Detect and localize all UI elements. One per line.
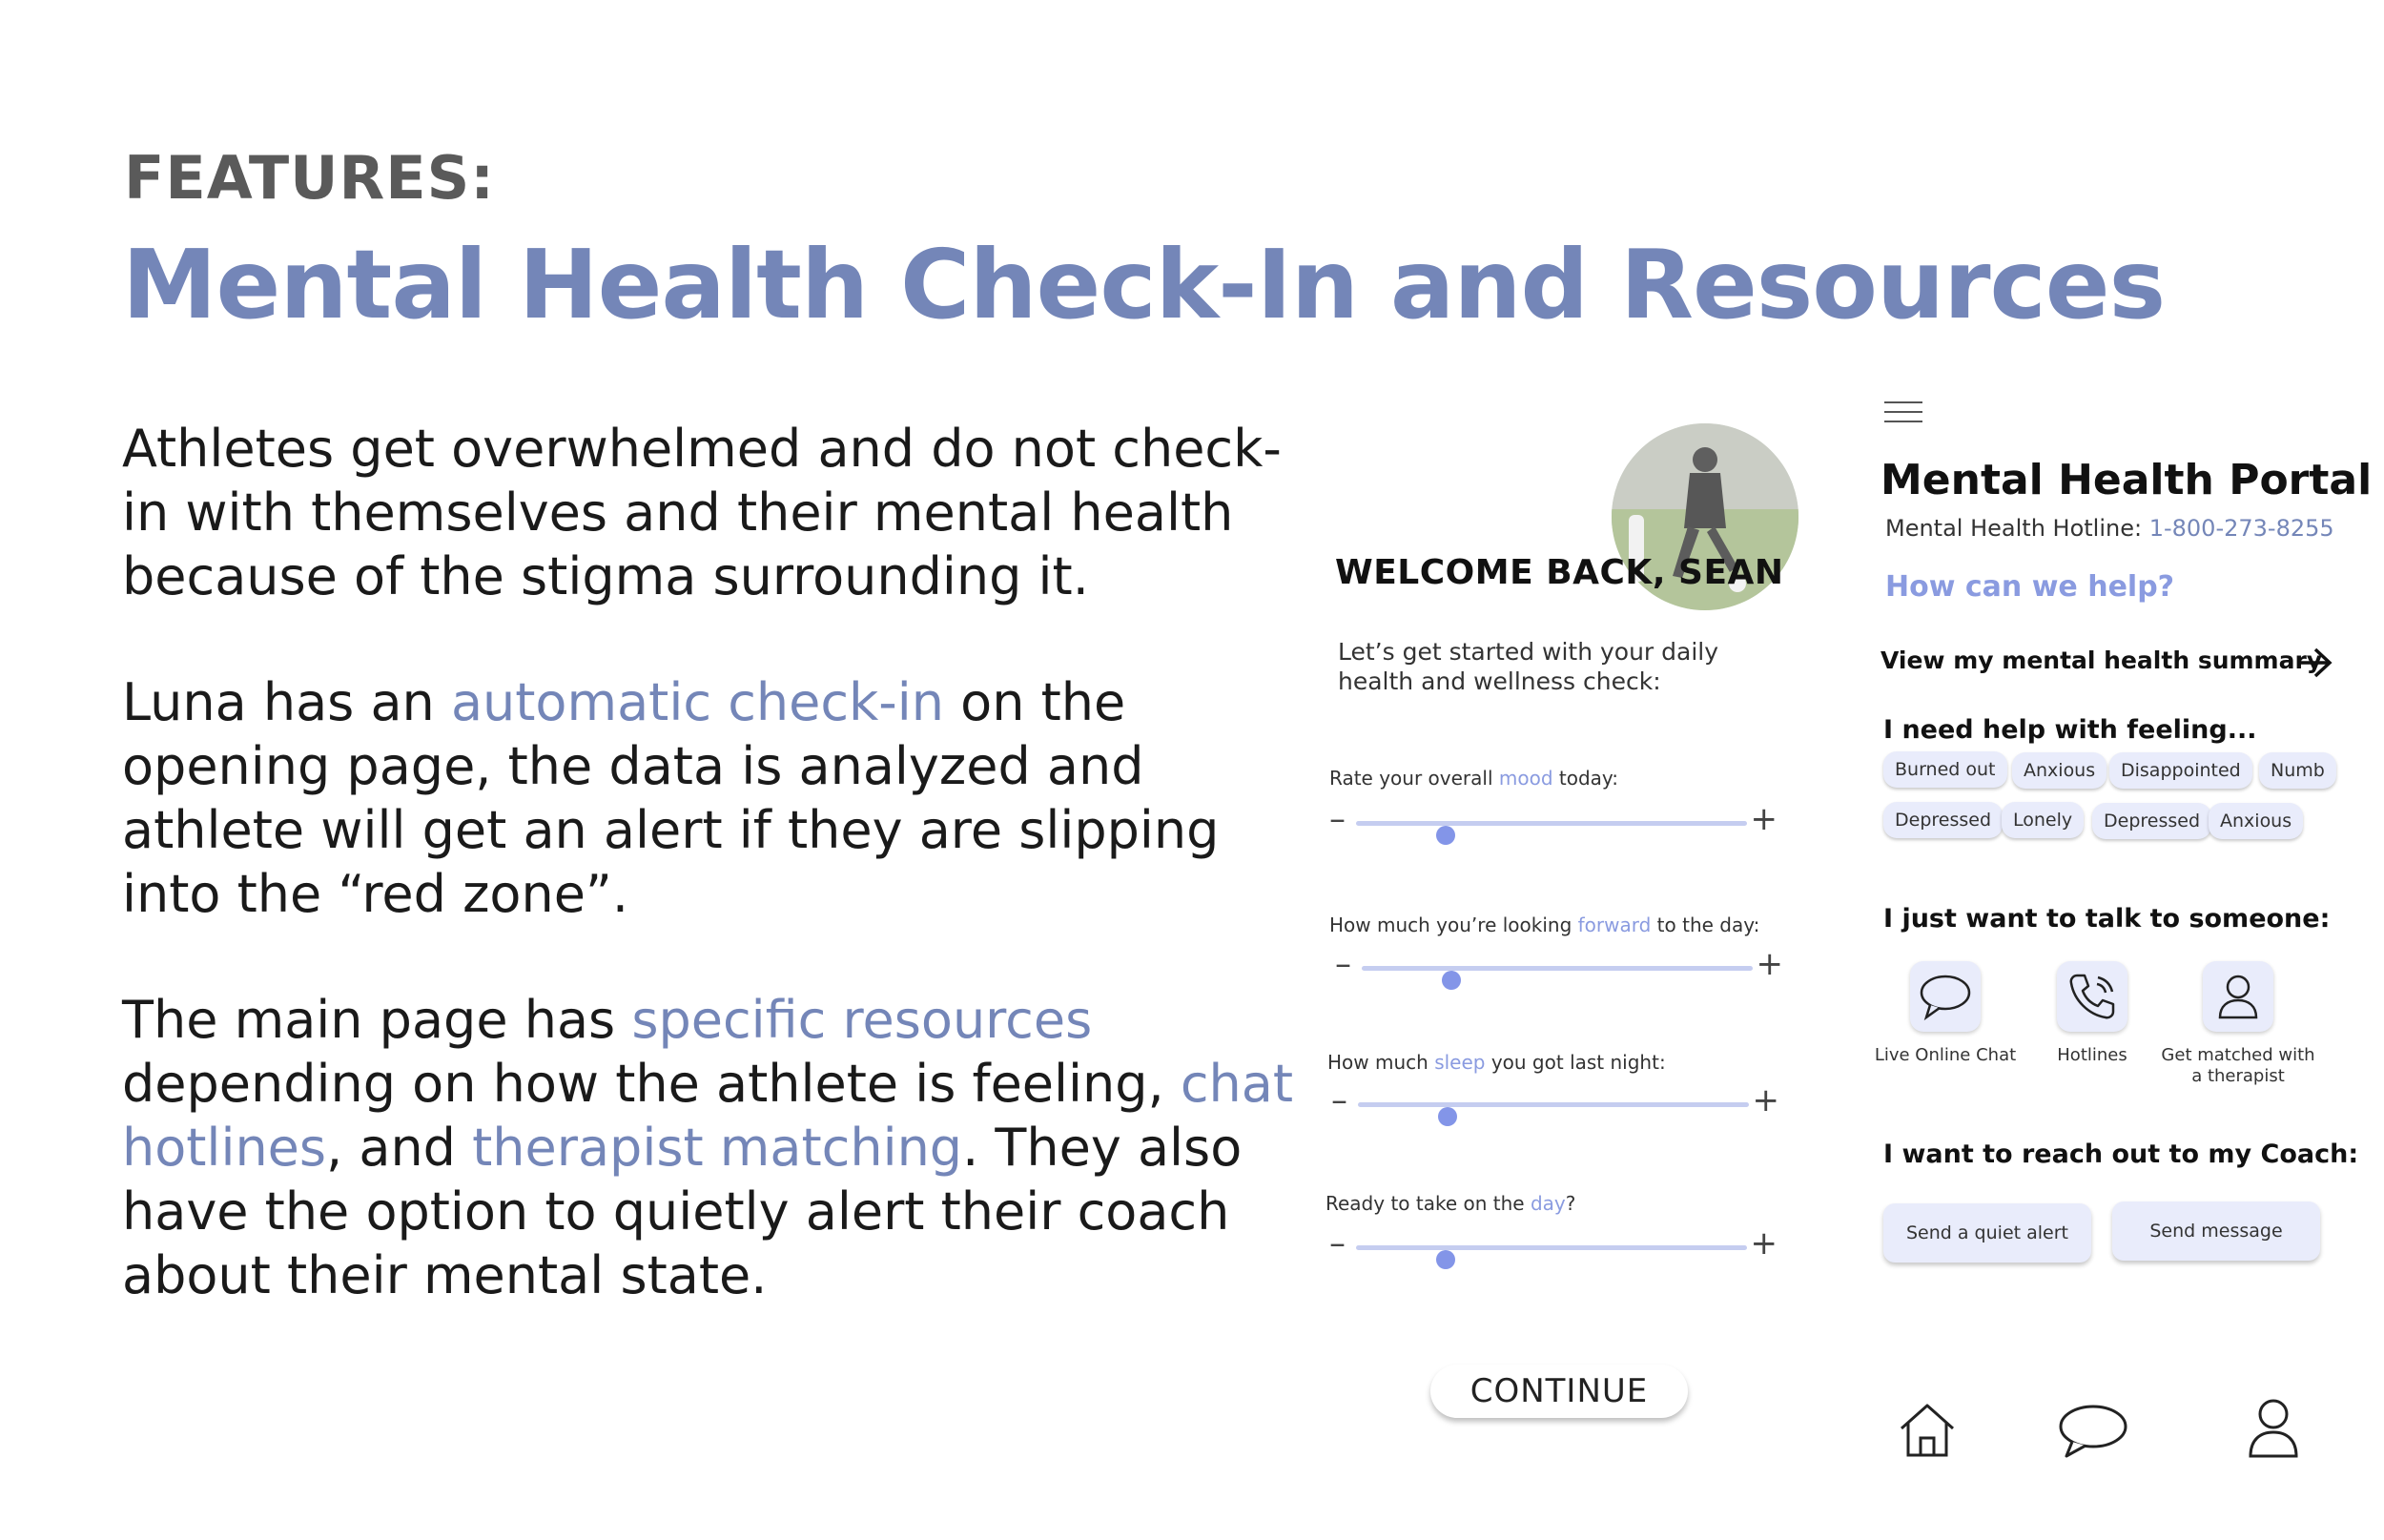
- feeling-heading: I need help with feeling...: [1883, 715, 2257, 745]
- hotlines-option[interactable]: [2011, 961, 2173, 1066]
- feeling-chip[interactable]: Lonely: [2002, 802, 2084, 838]
- para2-text-b: on the opening page, the data is analyzed and athlete will get an alert if they are slipping into the “red zone”.: [122, 672, 1220, 924]
- feeling-chip[interactable]: Depressed: [1883, 802, 2003, 838]
- coach-heading: I want to reach out to my Coach:: [1883, 1140, 2359, 1169]
- para2-text-a: Luna has an: [122, 672, 451, 732]
- slider-sleep[interactable]: [1331, 1081, 1779, 1119]
- question-text: ?: [1565, 1192, 1576, 1215]
- slider-track[interactable]: [1356, 1245, 1747, 1250]
- slider-forward[interactable]: [1335, 945, 1783, 983]
- slider-thumb[interactable]: [1436, 826, 1455, 845]
- feeling-chip[interactable]: Anxious: [2012, 752, 2107, 789]
- hotline-label: Mental Health Hotline:: [1885, 515, 2149, 542]
- therapist-tile[interactable]: [2203, 961, 2273, 1032]
- question-text: Ready to take on the: [1326, 1192, 1531, 1215]
- help-heading: How can we help?: [1885, 570, 2175, 604]
- arrow-right-icon[interactable]: [2295, 645, 2333, 681]
- question-highlight: forward: [1577, 914, 1652, 936]
- live-chat-option[interactable]: [1864, 961, 2026, 1066]
- slider-day[interactable]: [1329, 1224, 1778, 1263]
- feeling-chip[interactable]: Anxious: [2209, 803, 2303, 839]
- question-text: today:: [1552, 767, 1619, 790]
- highlight-automatic-check-in: automatic check-in: [450, 672, 944, 732]
- checkin-intro: Let’s get started with your daily health and wellness check:: [1338, 638, 1719, 695]
- description-paragraph-2: [122, 670, 1305, 926]
- decrease-icon[interactable]: –: [1335, 945, 1351, 983]
- chat-bubble-icon: [1919, 970, 1972, 1023]
- therapist-match-option[interactable]: [2157, 961, 2319, 1087]
- slider-thumb[interactable]: [1442, 971, 1461, 990]
- increase-icon[interactable]: +: [1752, 1081, 1779, 1119]
- live-chat-tile[interactable]: [1910, 961, 1981, 1032]
- contact-label: Hotlines: [2057, 1045, 2127, 1065]
- question-text: How much you’re looking: [1329, 914, 1578, 936]
- para3-text-a: The main page has: [122, 990, 632, 1050]
- send-quiet-alert-button[interactable]: Send a quiet alert: [1883, 1203, 2091, 1263]
- question-text: Rate your overall: [1329, 767, 1499, 790]
- description-paragraph-3: [122, 988, 1305, 1307]
- description-paragraph-1: Athletes get overwhelmed and do not check-in with themselves and their mental health because of the stigma surrounding it.: [122, 419, 1282, 606]
- increase-icon[interactable]: +: [1750, 800, 1778, 838]
- slider-mood[interactable]: [1329, 800, 1778, 838]
- hotline-info: [1885, 515, 2334, 542]
- slider-track[interactable]: [1362, 966, 1753, 971]
- phone-icon: [2065, 970, 2119, 1023]
- increase-icon[interactable]: +: [1756, 945, 1783, 983]
- highlight-chat-hotlines: chat hotlines: [122, 1054, 1294, 1178]
- mental-health-summary-link[interactable]: [1880, 647, 2333, 685]
- question-text: to the day:: [1651, 914, 1760, 936]
- question-label-mood: [1329, 767, 1618, 790]
- talk-heading: I just want to talk to someone:: [1883, 904, 2331, 934]
- contact-label: Live Online Chat: [1874, 1045, 2017, 1065]
- contact-label: Get matched with a therapist: [2161, 1045, 2315, 1086]
- person-icon: [2211, 970, 2265, 1023]
- highlight-specific-resources: specific resources: [631, 990, 1093, 1050]
- decrease-icon[interactable]: –: [1331, 1081, 1347, 1119]
- question-text: you got last night:: [1485, 1051, 1666, 1074]
- question-highlight: mood: [1498, 767, 1553, 790]
- question-highlight: sleep: [1434, 1051, 1486, 1074]
- feeling-chip[interactable]: Disappointed: [2109, 752, 2252, 789]
- profile-icon[interactable]: [2246, 1396, 2301, 1459]
- portal-screen: [1864, 381, 2373, 1488]
- page-title: Mental Health Check-In and Resources: [122, 229, 2166, 340]
- question-text: How much: [1327, 1051, 1435, 1074]
- home-icon[interactable]: [1898, 1402, 1957, 1459]
- welcome-heading: WELCOME BACK, SEAN: [1335, 553, 1784, 592]
- checkin-screen: [1316, 410, 1812, 1440]
- slider-thumb[interactable]: [1438, 1107, 1457, 1126]
- para3-text-c: , and: [326, 1118, 473, 1178]
- slider-track[interactable]: [1358, 1102, 1749, 1107]
- slider-track[interactable]: [1356, 821, 1747, 826]
- question-label-sleep: [1327, 1051, 1666, 1074]
- highlight-therapist-matching: therapist matching: [472, 1118, 963, 1178]
- question-label-day: [1326, 1192, 1575, 1215]
- para3-text-b: depending on how the athlete is feeling,: [122, 1054, 1181, 1114]
- increase-icon[interactable]: +: [1750, 1224, 1778, 1263]
- hotline-number[interactable]: 1-800-273-8255: [2148, 515, 2334, 542]
- feeling-chip[interactable]: Burned out: [1883, 751, 2007, 788]
- section-kicker: FEATURES:: [124, 143, 496, 213]
- hamburger-menu-icon[interactable]: [1883, 399, 1923, 425]
- slider-thumb[interactable]: [1436, 1250, 1455, 1269]
- continue-button[interactable]: CONTINUE: [1430, 1365, 1688, 1418]
- send-message-button[interactable]: Send message: [2112, 1201, 2320, 1261]
- feeling-chip[interactable]: Numb: [2259, 752, 2336, 789]
- portal-title: Mental Health Portal: [1880, 456, 2373, 504]
- feeling-chip[interactable]: Depressed: [2092, 803, 2211, 839]
- hotlines-tile[interactable]: [2057, 961, 2127, 1032]
- question-label-forward: [1329, 914, 1759, 936]
- summary-link-label[interactable]: View my mental health summary: [1880, 647, 2323, 674]
- decrease-icon[interactable]: –: [1329, 1224, 1346, 1263]
- decrease-icon[interactable]: –: [1329, 800, 1346, 838]
- chat-icon[interactable]: [2057, 1402, 2129, 1459]
- para3-text-d: . They also have the option to quietly alert their coach about their mental state.: [122, 1118, 1243, 1305]
- question-highlight: day: [1530, 1192, 1566, 1215]
